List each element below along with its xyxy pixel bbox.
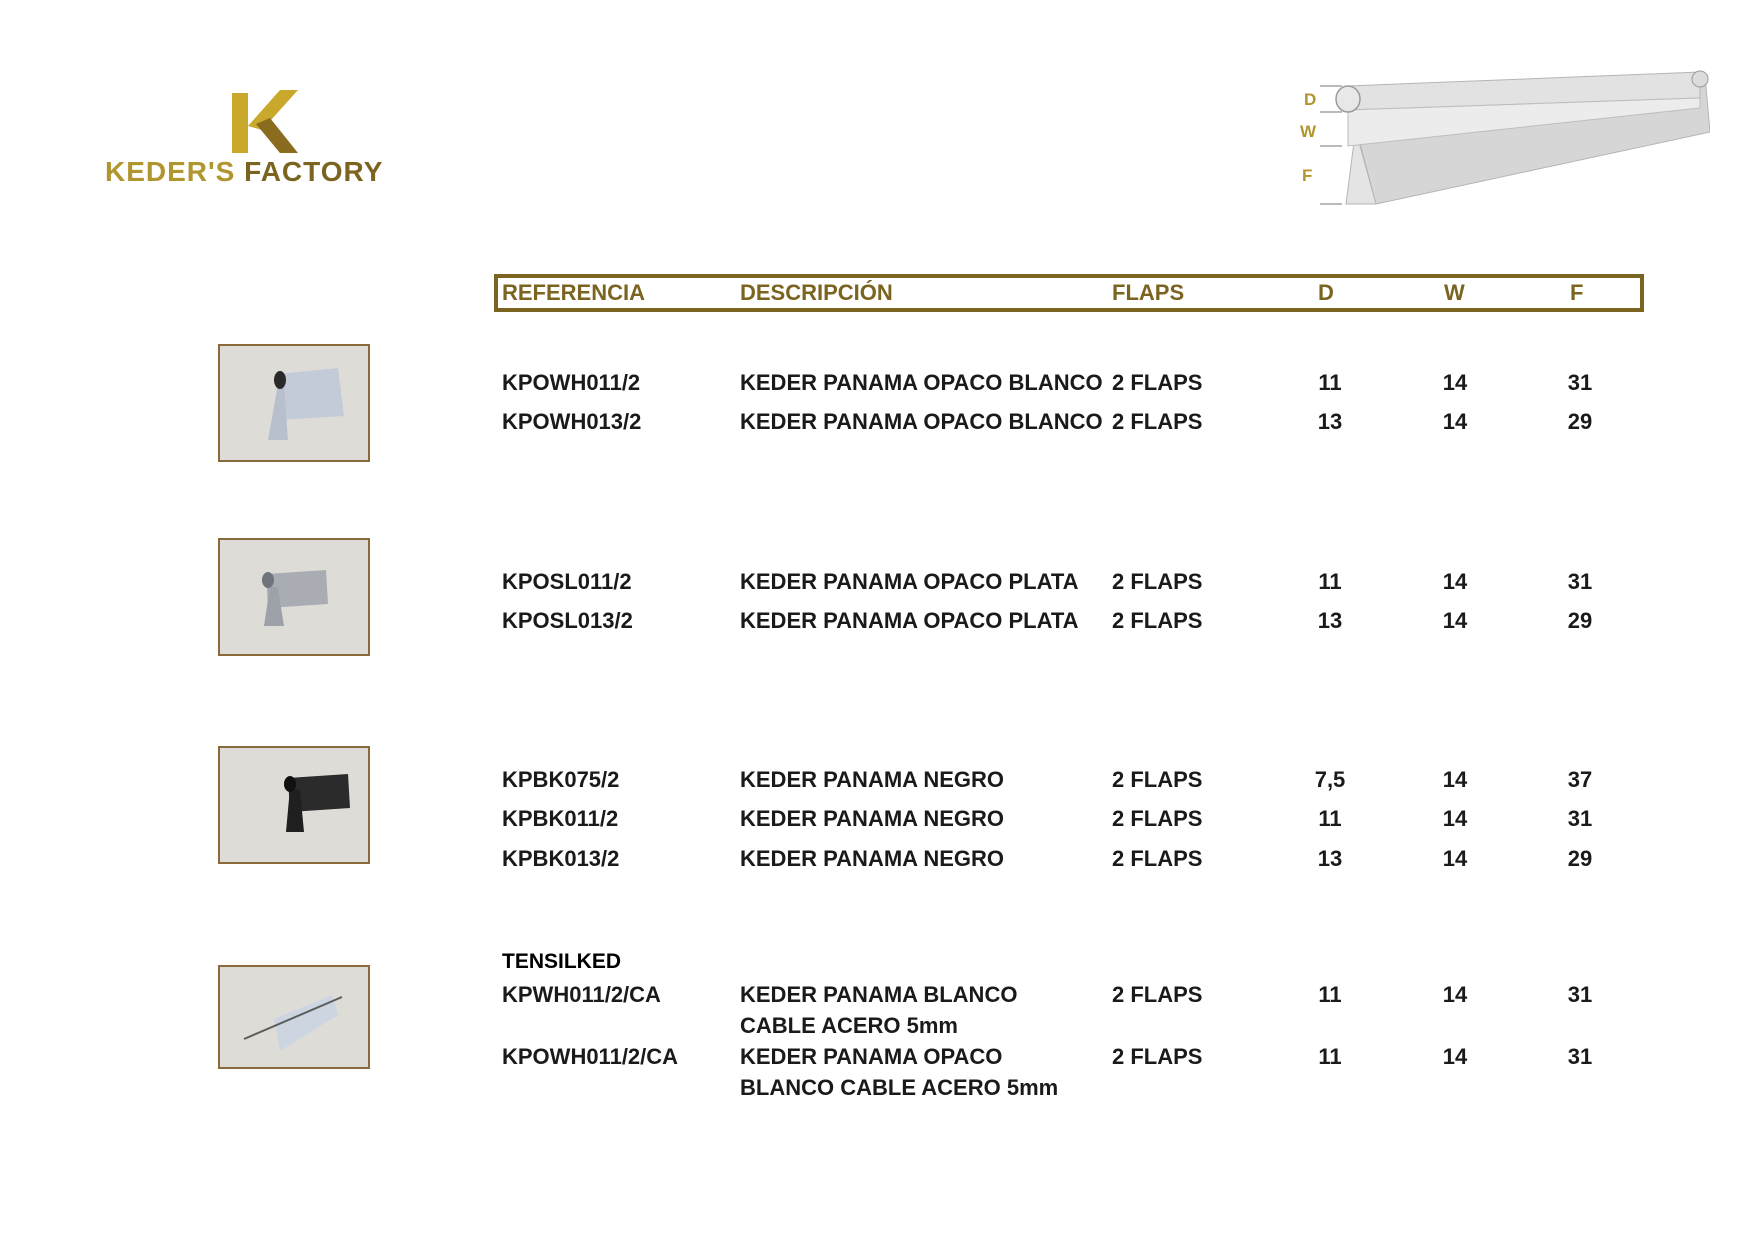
row-ref: KPBK011/2 (502, 806, 619, 831)
row-desc: KEDER PANAMA OPACO BLANCO (740, 409, 1103, 434)
row-f: 29 (1567, 846, 1593, 871)
row-d: 13 (1317, 608, 1343, 633)
keder-profile-drawing (1290, 62, 1710, 212)
row-d: 11 (1318, 370, 1342, 395)
black-keder-photo (218, 746, 370, 864)
row-flaps: 2 FLAPS (1112, 982, 1203, 1007)
cable-keder-photo (218, 965, 370, 1069)
row-flaps: 2 FLAPS (1112, 767, 1203, 792)
row-flaps: 2 FLAPS (1112, 569, 1203, 594)
row-f: 31 (1567, 569, 1593, 594)
row-desc: KEDER PANAMA NEGRO (740, 846, 1005, 871)
row-desc-line2: CABLE ACERO 5mm (740, 1013, 958, 1038)
row-ref: KPOWH011/2 (502, 370, 641, 395)
row-f: 31 (1567, 1044, 1593, 1069)
row-desc: KEDER PANAMA OPACO BLANCO (740, 370, 1103, 395)
header-f: F (1570, 280, 1584, 305)
row-flaps: 2 FLAPS (1112, 806, 1203, 831)
header-w: W (1444, 280, 1465, 305)
row-desc-line1: KEDER PANAMA BLANCO (740, 982, 1018, 1007)
row-w: 14 (1442, 569, 1468, 594)
row-f: 31 (1567, 370, 1593, 395)
group-title-tensilked: TENSILKED (502, 950, 622, 973)
row-w: 14 (1442, 982, 1468, 1007)
row-w: 14 (1442, 846, 1468, 871)
row-desc-line2: BLANCO CABLE ACERO 5mm (740, 1075, 1059, 1100)
row-f: 37 (1567, 767, 1593, 792)
row-desc-line1: KEDER PANAMA OPACO (740, 1044, 1003, 1069)
row-flaps: 2 FLAPS (1112, 370, 1203, 395)
brand-name-part1: KEDER'S (105, 156, 236, 187)
row-w: 14 (1442, 1044, 1468, 1069)
row-ref: KPOWH011/2/CA (502, 1044, 679, 1069)
k-logo-icon (230, 88, 300, 158)
header-d: D (1318, 280, 1334, 305)
row-w: 14 (1442, 608, 1468, 633)
row-d: 13 (1317, 409, 1343, 434)
row-ref: KPBK013/2 (502, 846, 620, 871)
row-ref: KPOSL013/2 (502, 608, 633, 633)
diagram-label-f: F (1302, 166, 1313, 185)
keder-profile-diagram (1290, 62, 1710, 217)
row-f: 29 (1567, 409, 1593, 434)
diagram-label-w: W (1300, 122, 1317, 141)
header-descripcion: DESCRIPCIÓN (740, 280, 893, 305)
diagram-label-d: D (1304, 90, 1317, 109)
row-d: 11 (1318, 806, 1342, 831)
row-desc: KEDER PANAMA OPACO PLATA (740, 569, 1079, 594)
row-flaps: 2 FLAPS (1112, 846, 1203, 871)
row-w: 14 (1442, 767, 1468, 792)
row-ref: KPOWH013/2 (502, 409, 642, 434)
row-ref: KPBK075/2 (502, 767, 620, 792)
row-flaps: 2 FLAPS (1112, 608, 1203, 633)
header-flaps: FLAPS (1112, 280, 1185, 305)
keders-factory-logo (105, 88, 415, 188)
row-ref: KPWH011/2/CA (502, 982, 661, 1007)
row-d: 13 (1317, 846, 1343, 871)
row-f: 31 (1567, 806, 1593, 831)
row-d: 11 (1318, 1044, 1342, 1069)
row-f: 31 (1567, 982, 1593, 1007)
brand-name-part2: FACTORY (244, 156, 384, 187)
row-w: 14 (1442, 409, 1468, 434)
brand-name (105, 156, 383, 188)
row-w: 14 (1442, 806, 1468, 831)
row-flaps: 2 FLAPS (1112, 409, 1203, 434)
table-header (494, 274, 1644, 312)
row-w: 14 (1442, 370, 1468, 395)
row-d: 7,5 (1314, 767, 1346, 792)
header-referencia: REFERENCIA (502, 280, 646, 305)
row-flaps: 2 FLAPS (1112, 1044, 1203, 1069)
row-d: 11 (1318, 569, 1342, 594)
silver-keder-photo (218, 538, 370, 656)
row-desc: KEDER PANAMA NEGRO (740, 767, 1005, 792)
row-ref: KPOSL011/2 (502, 569, 632, 594)
white-keder-photo (218, 344, 370, 462)
row-desc: KEDER PANAMA OPACO PLATA (740, 608, 1079, 633)
row-f: 29 (1567, 608, 1593, 633)
row-desc: KEDER PANAMA NEGRO (740, 806, 1005, 831)
row-d: 11 (1318, 982, 1342, 1007)
